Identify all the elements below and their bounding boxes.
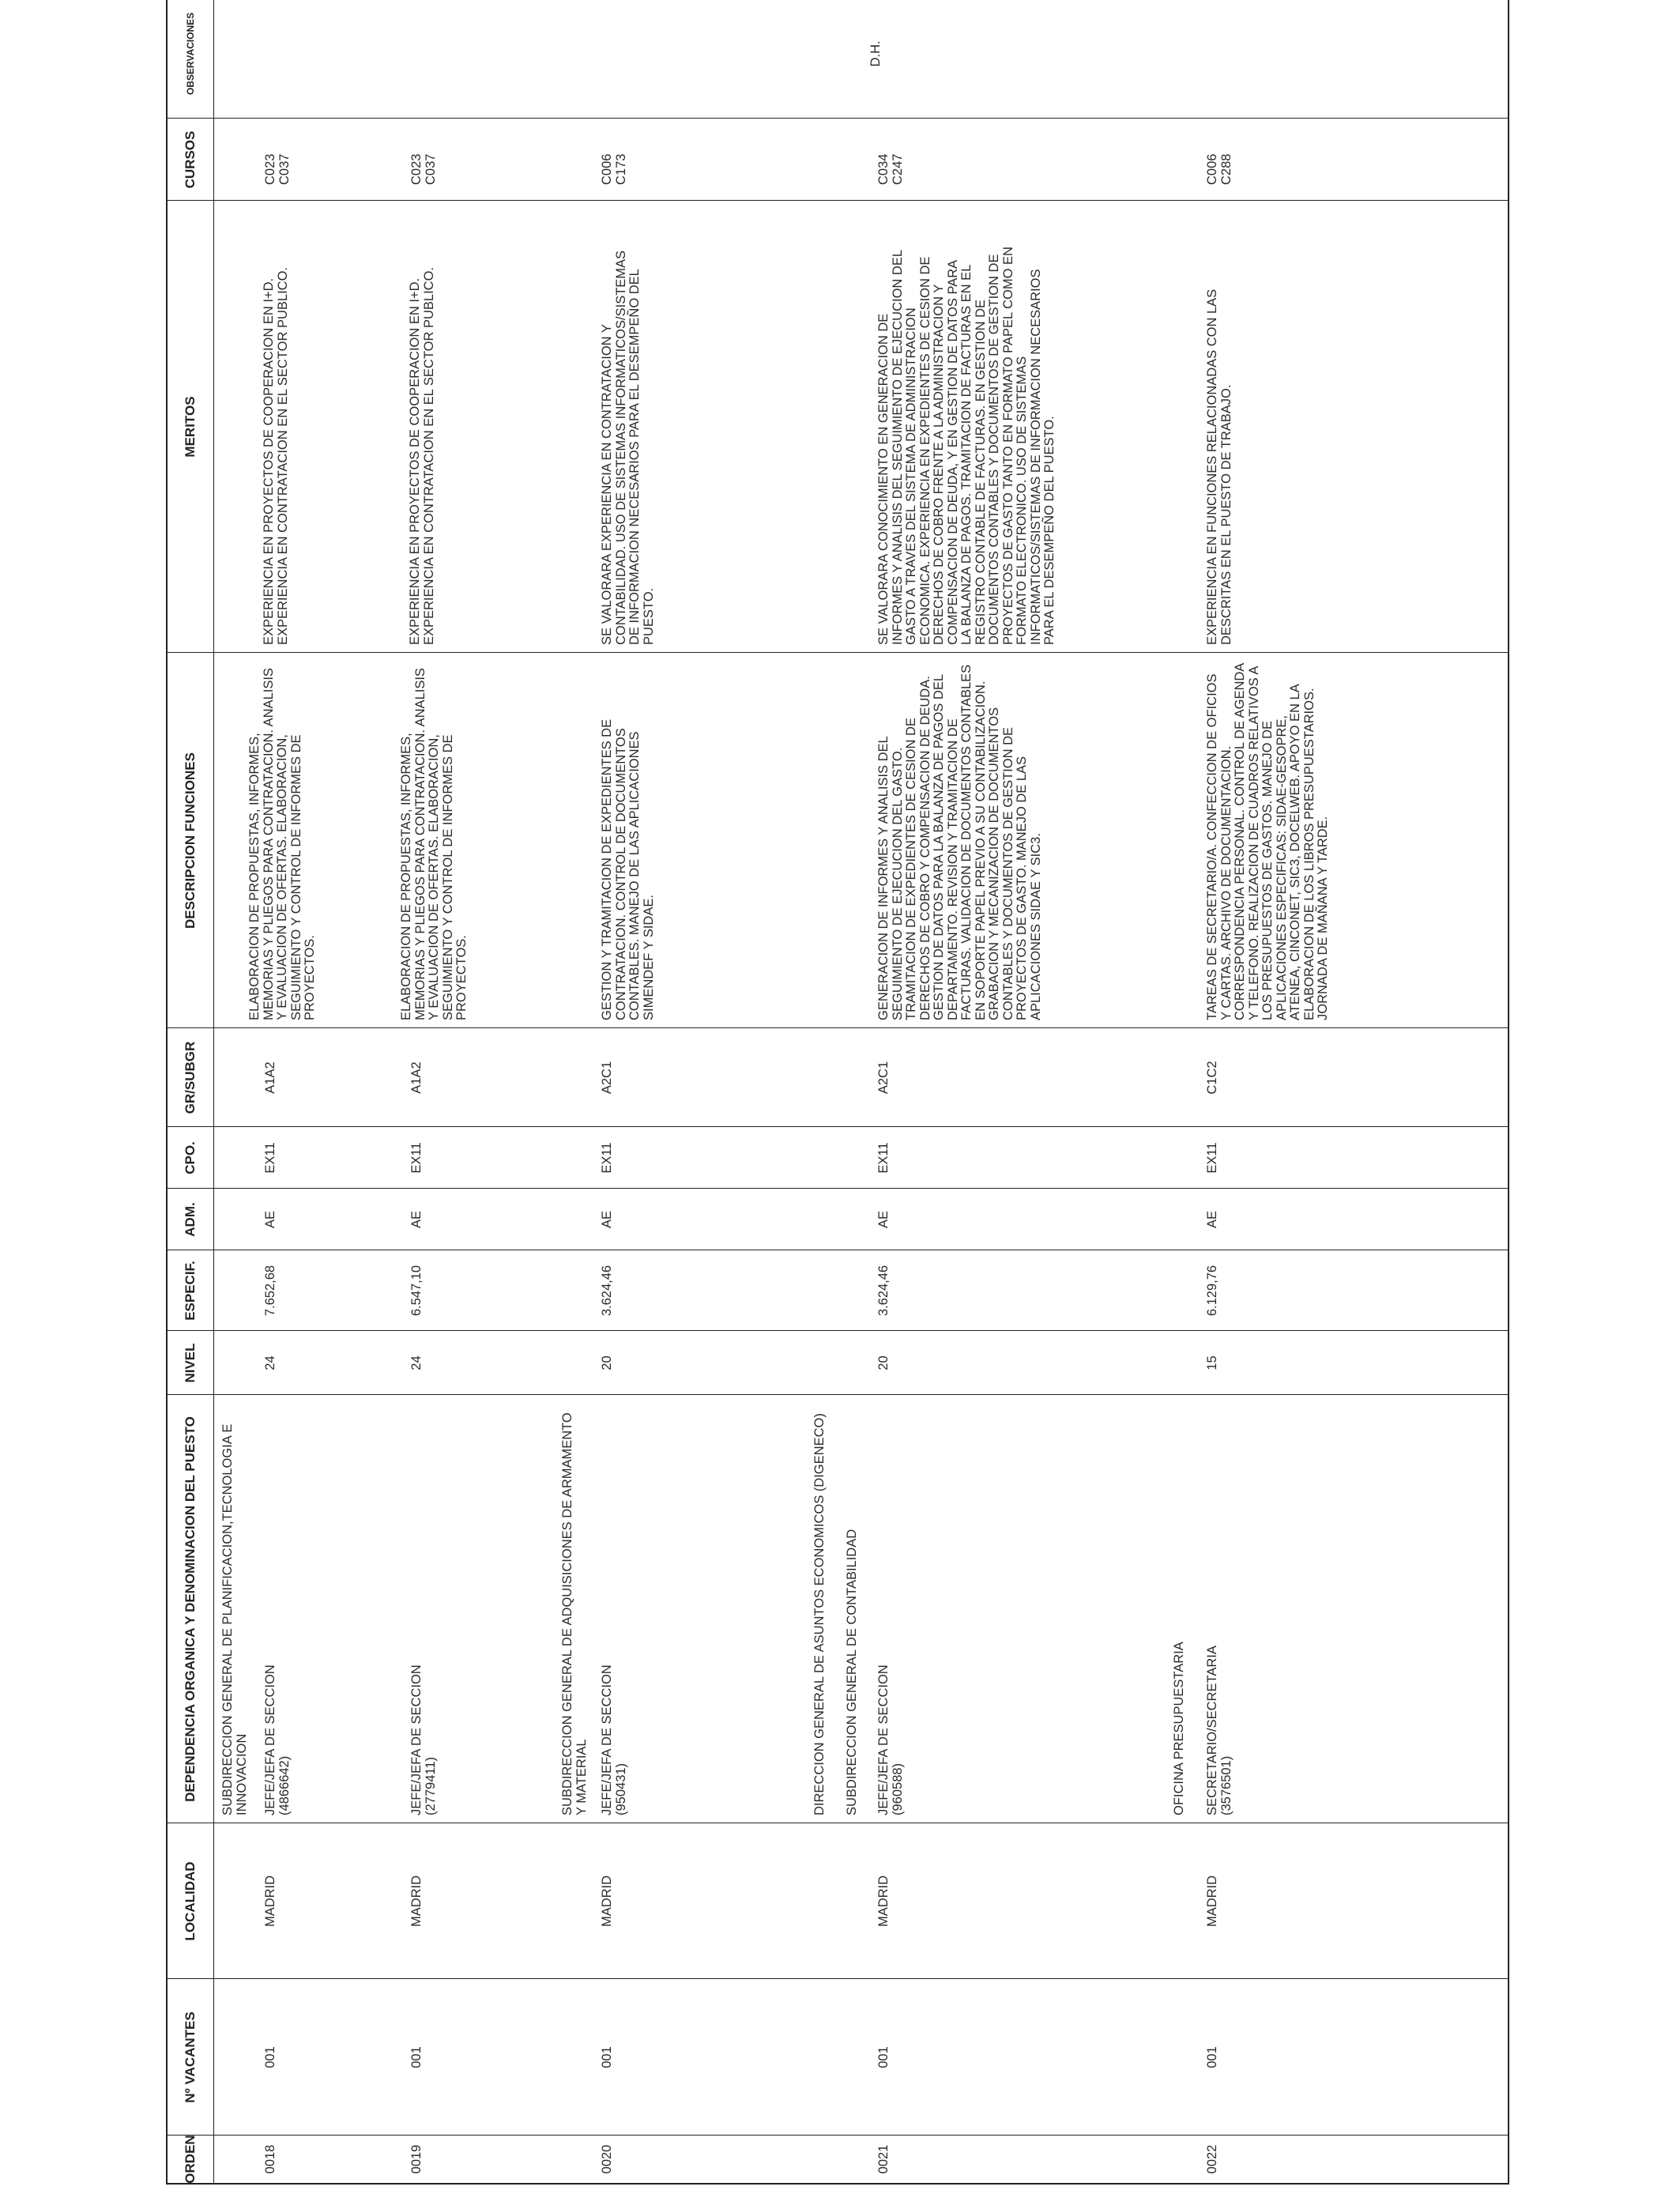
- table-row-nivel: 24: [409, 1355, 424, 1370]
- table-row-nivel: 15: [1205, 1355, 1219, 1370]
- table-row-cursos: C006 C173: [600, 153, 628, 185]
- table-row-cursos: C034 C247: [876, 153, 905, 185]
- vacancies-table: [166, 0, 1509, 2185]
- table-row-orden: 0018: [263, 2144, 277, 2174]
- table-row-adm: AE: [876, 1211, 891, 1229]
- table-row-meritos: EXPERIENCIA EN PROYECTOS DE COOPERACION EN I+D. EXPERIENCIA EN CONTRATACION EN EL SECTOR PUBLICO.: [262, 267, 290, 645]
- section-heading: SUBDIRECCION GENERAL DE CONTABILIDAD: [845, 1529, 859, 1815]
- table-row-puesto: JEFE/JEFA DE SECCION (960588): [876, 1664, 905, 1815]
- col-header-observaciones: OBSERVACIONES: [185, 12, 196, 96]
- table-row-orden: 0022: [1205, 2144, 1219, 2174]
- table-row-grupo: C1C2: [1205, 1061, 1219, 1095]
- table-row-localidad: MADRID: [409, 1875, 424, 1928]
- table-row-grupo: A1A2: [263, 1061, 277, 1094]
- col-header-especif: ESPECIF.: [183, 1261, 198, 1321]
- col-header-vacantes: Nº VACANTES: [183, 2011, 198, 2103]
- table-row-puesto: JEFE/JEFA DE SECCION (950431): [600, 1664, 628, 1815]
- table-row-localidad: MADRID: [263, 1875, 277, 1928]
- table-row-grupo: A2C1: [600, 1061, 614, 1095]
- table-row-cursos: C023 C037: [263, 153, 292, 185]
- table-row-localidad: MADRID: [1205, 1875, 1219, 1928]
- table-row-vacantes: 001: [876, 2046, 891, 2068]
- table-row-grupo: A2C1: [876, 1061, 891, 1095]
- table-row-cursos: C006 C288: [1205, 153, 1234, 185]
- section-heading: DIRECCION GENERAL DE ASUNTOS ECONOMICOS (DIGENECO): [812, 1413, 827, 1815]
- col-header-dependencia: DEPENDENCIA ORGANICA Y DENOMINACION DEL PUESTO: [183, 1416, 198, 1802]
- table-row-puesto: JEFE/JEFA DE SECCION (2779411): [409, 1664, 438, 1815]
- col-header-nivel: NIVEL: [183, 1343, 198, 1383]
- table-row-especif: 3.624,46: [876, 1265, 891, 1317]
- table-row-funciones: ELABORACION DE PROPUESTAS, INFORMES, MEMORIAS Y PLIEGOS PARA CONTRATACION. ANALISIS Y EVALUACION DE OFERTAS. ELABORACION, SEGUIMIENTO Y CONTROL DE INFORMES DE PROYECTOS.: [399, 668, 469, 1020]
- table-row-observaciones: D.H.: [868, 40, 883, 67]
- table-row-nivel: 20: [600, 1355, 614, 1370]
- table-row-localidad: MADRID: [600, 1875, 614, 1928]
- table-row-adm: AE: [1205, 1211, 1219, 1229]
- table-row-puesto: SECRETARIO/SECRETARIA (3576501): [1205, 1646, 1234, 1815]
- table-row-orden: 0019: [409, 2144, 424, 2174]
- col-header-cpo: CPO.: [183, 1141, 198, 1174]
- table-row-nivel: 20: [876, 1355, 891, 1370]
- table-row-funciones: GESTION Y TRAMITACION DE EXPEDIENTES DE CONTRATACION. CONTROL DE DOCUMENTOS CONTABLES. MANEJO DE LAS APLICACIONES SIMENDEF Y SIDAE.: [600, 718, 656, 1020]
- col-header-adm: ADM.: [183, 1202, 198, 1237]
- table-row-cpo: EX11: [1205, 1142, 1219, 1174]
- table-row-grupo: A1A2: [409, 1061, 424, 1094]
- col-header-orden: ORDEN: [183, 2135, 198, 2184]
- table-row-adm: AE: [600, 1211, 614, 1229]
- table-row-puesto: JEFE/JEFA DE SECCION (4866642): [263, 1664, 292, 1815]
- table-row-vacantes: 001: [600, 2046, 614, 2068]
- table-row-adm: AE: [263, 1211, 277, 1229]
- table-row-vacantes: 001: [1205, 2046, 1219, 2068]
- section-heading: SUBDIRECCION GENERAL DE ADQUISICIONES DE ARMAMENTO Y MATERIAL: [560, 1412, 589, 1815]
- table-row-meritos: EXPERIENCIA EN FUNCIONES RELACIONADAS CON LAS DESCRITAS EN EL PUESTO DE TRABAJO.: [1205, 288, 1234, 645]
- table-row-orden: 0020: [600, 2144, 614, 2174]
- table-row-meritos: SE VALORARA EXPERIENCIA EN CONTRATACION Y CONTABILIDAD. USO DE SISTEMAS INFORMATICOS/SISTEMAS DE INFORMACION NECESARIOS PARA EL DESEMPEÑO DEL PUESTO.: [600, 250, 656, 645]
- table-row-adm: AE: [409, 1211, 424, 1229]
- table-row-funciones: TAREAS DE SECRETARIO/A. CONFECCION DE OFICIOS Y CARTAS. ARCHIVO DE DOCUMENTACION. CORRESPONDENCIA PERSONAL. CONTROL DE AGENDA Y TELEFONO. REALIZACION DE CUADROS RELATIVOS A LOS PRESUPUESTOS DE GASTOS. MANEJO DE APLICACIONES ESPECIFICAS: SIDAE-GESOPRE, ATENEA, CINCONET, SIC3, DOCELWEB. APOYO EN LA ELABORACION DE LOS LIBROS PRESUPUESTARIOS. JORNADA DE MAÑANA Y TARDE.: [1205, 662, 1330, 1020]
- table-row-cpo: EX11: [600, 1142, 614, 1174]
- section-heading: SUBDIRECCION GENERAL DE PLANIFICACION,TECNOLOGIA E INNOVACION: [220, 1423, 249, 1815]
- col-header-meritos: MERITOS: [183, 396, 198, 458]
- table-row-funciones: ELABORACION DE PROPUESTAS, INFORMES, MEMORIAS Y PLIEGOS PARA CONTRATACION. ANALISIS Y EVALUACION DE OFERTAS. ELABORACION, SEGUIMIENTO Y CONTROL DE INFORMES DE PROYECTOS.: [247, 668, 317, 1020]
- table-row-vacantes: 001: [409, 2046, 424, 2068]
- section-heading: OFICINA PRESUPUESTARIA: [1172, 1642, 1186, 1815]
- table-row-meritos: EXPERIENCIA EN PROYECTOS DE COOPERACION EN I+D. EXPERIENCIA EN CONTRATACION EN EL SECTOR PUBLICO.: [408, 267, 436, 645]
- table-row-orden: 0021: [876, 2144, 891, 2174]
- table-row-cpo: EX11: [409, 1142, 424, 1174]
- table-row-vacantes: 001: [263, 2046, 277, 2068]
- col-header-funciones: DESCRIPCION FUNCIONES: [183, 752, 198, 929]
- table-row-especif: 7.652,68: [263, 1265, 277, 1317]
- col-header-cursos: CURSOS: [183, 130, 198, 189]
- table-row-especif: 3.624,46: [600, 1265, 614, 1317]
- table-row-especif: 6.547,10: [409, 1265, 424, 1317]
- table-row-cpo: EX11: [876, 1142, 891, 1174]
- table-row-especif: 6.129,76: [1205, 1265, 1219, 1317]
- col-header-localidad: LOCALIDAD: [183, 1861, 198, 1941]
- table-row-nivel: 24: [263, 1355, 277, 1370]
- table-row-meritos: SE VALORARA CONOCIMIENTO EN GENERACION DE INFORMES Y ANALISIS DEL SEGUIMIENTO DE EJECUCION DEL GASTO A TRAVES DEL SISTEMA DE ADMINISTRACION ECONOMICA. EXPERIENCIA EN EXPEDIENTES DE CESION DE DERECHOS DE COBRO FRENTE A LA ADMINISTRACION Y COMPENSACION DE DEUDA, Y EN GESTION DE DATOS PARA LA BALANZA DE PAGOS. TRAMITACION DE FACTURAS EN EL REGISTRO CONTABLE DE FACTURAS. EN GESTION DE DOCUMENTOS CONTABLES Y DOCUMENTOS DE GESTION DE PROYECTOS DE GASTO TANTO EN FORMATO PAPEL COMO EN FORMATO ELECTRONICO. USO DE SISTEMAS INFORMATICOS/SISTEMAS DE INFORMACION NECESARIOS PARA EL DESEMPEÑO DEL PUESTO.: [876, 247, 1057, 645]
- table-row-cursos: C023 C037: [409, 153, 438, 185]
- table-row-localidad: MADRID: [876, 1875, 891, 1928]
- col-header-grupo: GR/SUBGR: [183, 1041, 198, 1114]
- table-row-cpo: EX11: [263, 1142, 277, 1174]
- table-row-funciones: GENERACION DE INFORMES Y ANALISIS DEL SEGUIMIENTO DE EJECUCION DEL GASTO. TRAMITACION DE EXPEDIENTES DE CESION DE DERECHOS DE COBRO Y COMPENSACION DE DEUDA. GESTION DE DATOS PARA LA BALANZA DE PAGOS DEL DEPARTAMENTO. REVISION Y TRAMITACION DE FACTURAS. VALIDACION DE DOCUMENTOS CONTABLES EN SOPORTE PAPEL PREVIO A SU CONTABILIZACION. GRABACION Y MECANIZACION DE DOCUMENTOS CONTABLES Y DOCUMENTOS DE GESTION DE PROYECTOS DE GASTO. MANEJO DE LAS APLICACIONES SIDAE Y SIC3.: [876, 664, 1043, 1020]
